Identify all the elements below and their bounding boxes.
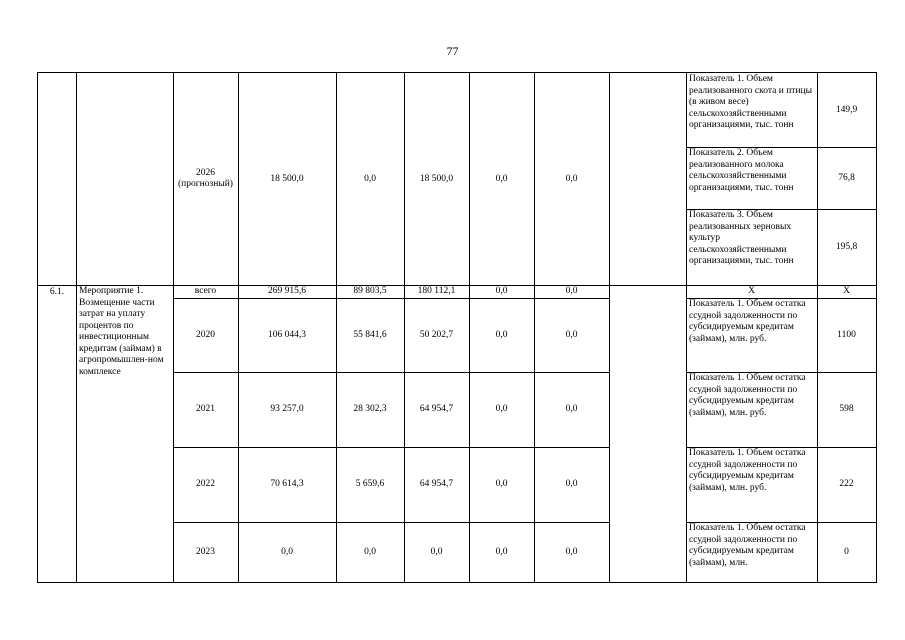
total-value: 180 112,1	[417, 286, 456, 296]
indicator-value: 222	[839, 479, 854, 489]
indicator-value: 149,9	[835, 104, 858, 115]
value-cell: 0,0	[495, 404, 508, 414]
value-cell: 0,0	[430, 546, 443, 557]
year-cell: 2026 (прогнозный)	[178, 168, 233, 189]
value-cell: 18 500,0	[270, 173, 304, 184]
value-cell: 0,0	[565, 173, 578, 184]
indicator-value: 1100	[837, 329, 856, 340]
value-cell: 0,0	[495, 173, 508, 184]
page-number: 77	[446, 44, 459, 58]
indicator-text: Показатель 3. Объем реализованных зерновых культур сельскохозяйственными организациями, тыс. тонн	[689, 210, 794, 266]
value-cell: 0,0	[495, 479, 508, 489]
year-cell: 2021	[196, 404, 215, 414]
value-cell: 0,0	[565, 329, 578, 340]
indicator-value: 195,8	[835, 241, 858, 252]
year-cell: 2023	[196, 546, 215, 557]
value-cell: 70 614,3	[270, 479, 304, 489]
value-cell: 64 954,7	[419, 479, 454, 489]
measure-name: Мероприятие 1. Возмещение части затрат на уплату процентов по инвестиционным кредитам (займам) в агропромышлен-ном комплексе	[79, 286, 164, 377]
value-cell: 0,0	[364, 173, 376, 184]
total-value: 89 803,5	[353, 286, 387, 296]
value-cell: 5 659,6	[355, 479, 385, 489]
value-cell: 0,0	[565, 404, 578, 414]
year-cell: 2022	[196, 479, 215, 489]
year-cell: 2020	[196, 329, 215, 340]
indicator-value: 598	[839, 404, 854, 414]
value-cell: 18 500,0	[419, 173, 454, 184]
indicator-text: Показатель 1. Объем остатка ссудной задолженности по субсидируемым кредитам (займам), млн.	[689, 523, 806, 568]
value-cell: 0,0	[364, 546, 376, 557]
total-indicator: X	[748, 286, 755, 296]
indicator-text: Показатель 1. Объем остатка ссудной задолженности по субсидируемым кредитам (займам), млн. руб.	[689, 299, 806, 344]
value-cell: 0,0	[281, 546, 293, 557]
value-cell: 0,0	[565, 546, 578, 557]
total-value: 0,0	[565, 286, 578, 296]
value-cell: 50 202,7	[419, 329, 454, 340]
value-cell: 0,0	[565, 479, 578, 489]
col-divider	[609, 73, 610, 582]
total-value: 0,0	[495, 286, 508, 296]
total-value: 269 915,6	[268, 286, 306, 296]
program-table	[37, 72, 877, 583]
indicator-value: 76,8	[838, 172, 855, 183]
measure-number: 6.1.	[49, 286, 65, 297]
value-cell: 0,0	[495, 329, 508, 340]
value-cell: 106 044,3	[268, 329, 306, 340]
value-cell: 28 302,3	[353, 404, 387, 414]
indicator-value: 0	[844, 546, 849, 557]
total-label: всего	[194, 286, 217, 296]
indicator-text: Показатель 1. Объем остатка ссудной задолженности по субсидируемым кредитам (займам), млн. руб.	[689, 448, 806, 493]
value-cell: 55 841,6	[353, 329, 387, 340]
total-indicator-value: X	[843, 286, 850, 296]
value-cell: 64 954,7	[419, 404, 454, 414]
value-cell: 0,0	[495, 546, 508, 557]
indicator-text: Показатель 2. Объем реализованного молока сельскохозяйственными организациями, тыс. тонн	[689, 148, 794, 193]
indicator-text: Показатель 1. Объем остатка ссудной задолженности по субсидируемым кредитам (займам), млн. руб.	[689, 373, 806, 418]
indicator-text: Показатель 1. Объем реализованного скота и птицы (в живом весе) сельскохозяйственными организациями, тыс. тонн	[689, 74, 813, 130]
value-cell: 93 257,0	[270, 404, 304, 414]
